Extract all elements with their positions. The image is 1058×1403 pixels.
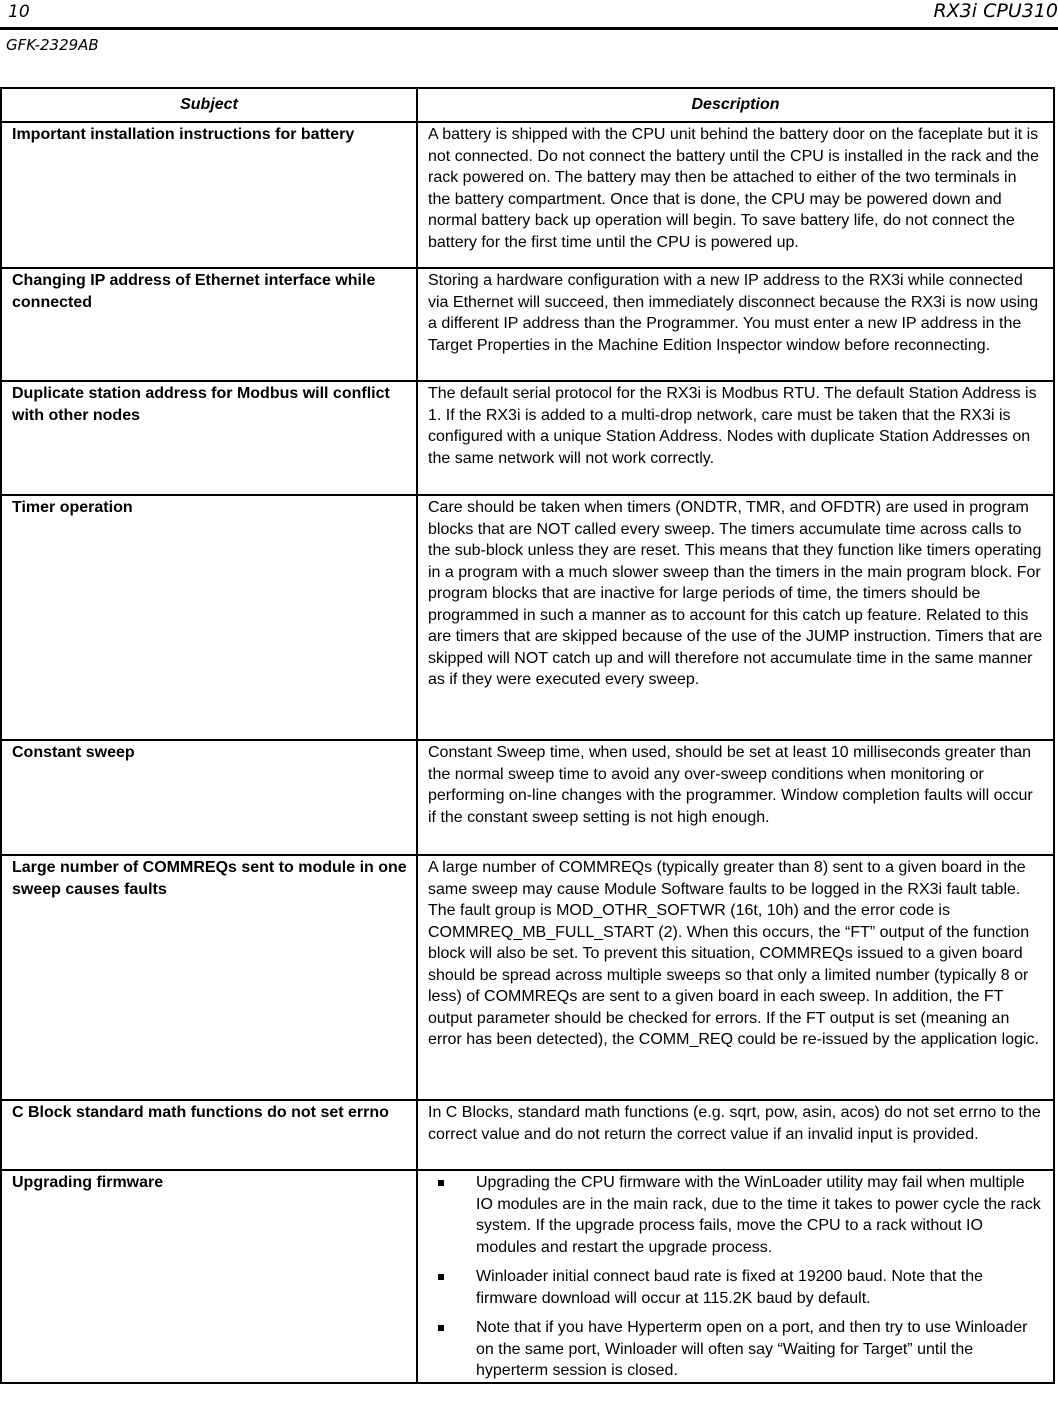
table-row [1, 740, 1054, 855]
list-item-text: Upgrading the CPU firmware with the WinLoader utility may fail when multiple IO modules are in the main rack, due to the time it takes to power cycle the rack system. If the upgrade process fails, move the CPU to a rack without IO modules and restart the upgrade process. [476, 1174, 1041, 1256]
row-description: A large number of COMMREQs (typically greater than 8) sent to a given board in the same sweep may cause Module Software faults to be logged in the RX3i fault table. The fault group is MOD_OTHR_SOFTWR (16t, 10h) and the error code is COMMREQ_MB_FULL_START (2). When this occurs, the “FT” output of the function block will also be set. To prevent this situation, COMMREQs issued to a given board should be spread across multiple sweeps so that only a limited number (typically 8 or less) of COMMREQs are sent to a given board in each sweep. In addition, the FT output parameter should be checked for errors. If the FT output is set (meaning an error has been detected), the COMM_REQ could be re-issued by the application logic. [417, 855, 1054, 1100]
table-header-row [1, 88, 1054, 122]
table-row [1, 381, 1054, 495]
column-header-description: Description [417, 88, 1054, 122]
release-notes-table [0, 87, 1055, 1384]
row-subject: Constant sweep [1, 740, 417, 855]
table-row [1, 855, 1054, 1100]
list-item [428, 1172, 1043, 1258]
square-bullet-icon [438, 1325, 444, 1331]
list-item-text: Winloader initial connect baud rate is fixed at 19200 baud. Note that the firmware download will occur at 115.2K baud by default. [476, 1268, 983, 1307]
row-subject: Timer operation [1, 495, 417, 740]
row-description: Storing a hardware configuration with a new IP address to the RX3i while connected via Ethernet will succeed, then immediately disconnect because the RX3i is now using a different IP address than the Programmer. You must enter a new IP address in the Target Properties in the Machine Edition Inspector window before reconnecting. [417, 268, 1054, 381]
bullet-list [428, 1172, 1043, 1382]
row-subject: Duplicate station address for Modbus will conflict with other nodes [1, 381, 417, 495]
table-row [1, 1170, 1054, 1383]
page-number: 10 [8, 2, 30, 22]
table-row [1, 1100, 1054, 1170]
list-item [428, 1266, 1043, 1309]
table-row [1, 268, 1054, 381]
row-description: A battery is shipped with the CPU unit behind the battery door on the faceplate but it is not connected. Do not connect the battery until the CPU is installed in the rack and the rack powered on. The battery may then be attached to either of the two terminals in the battery compartment. Once that is done, the CPU may be powered down and normal battery back up operation will begin. To save battery life, do not connect the battery for the first time until the CPU is powered up. [417, 122, 1054, 268]
row-description: In C Blocks, standard math functions (e.g. sqrt, pow, asin, acos) do not set errno to the correct value and do not return the correct value if an invalid input is provided. [417, 1100, 1054, 1170]
list-item [428, 1317, 1043, 1382]
row-subject: Changing IP address of Ethernet interface while connected [1, 268, 417, 381]
table-row [1, 122, 1054, 268]
row-subject: Upgrading firmware [1, 1170, 417, 1383]
square-bullet-icon [438, 1274, 444, 1280]
page-header [0, 0, 1058, 30]
square-bullet-icon [438, 1180, 444, 1186]
row-description: The default serial protocol for the RX3i is Modbus RTU. The default Station Address is 1. If the RX3i is added to a multi-drop network, care must be taken that the RX3i is configured with a unique Station Address. Nodes with duplicate Station Addresses on the same network will not work correctly. [417, 381, 1054, 495]
document-number: GFK-2329AB [6, 36, 99, 54]
row-subject: Large number of COMMREQs sent to module in one sweep causes faults [1, 855, 417, 1100]
row-description: Constant Sweep time, when used, should be set at least 10 milliseconds greater than the normal sweep time to avoid any over-sweep conditions when monitoring or performing on-line changes with the programmer. Window completion faults will occur if the constant sweep setting is not high enough. [417, 740, 1054, 855]
row-subject: C Block standard math functions do not set errno [1, 1100, 417, 1170]
row-subject: Important installation instructions for battery [1, 122, 417, 268]
table-row [1, 495, 1054, 740]
list-item-text: Note that if you have Hyperterm open on a port, and then try to use Winloader on the same port, Winloader will often say “Waiting for Target” until the hyperterm session is closed. [476, 1319, 1028, 1379]
column-header-subject: Subject [1, 88, 417, 122]
document-title: RX3i CPU310 [933, 0, 1058, 22]
row-description: Care should be taken when timers (ONDTR, TMR, and OFDTR) are used in program blocks that are NOT called every sweep. The timers accumulate time across calls to the sub-block unless they are reset. This means that they function like timers operating in a program with a much slower sweep than the timers in the main program block. For program blocks that are inactive for large periods of time, the timers should be programmed in such a manner as to account for this catch up feature. Related to this are timers that are skipped because of the use of the JUMP instruction. Timers that are skipped will NOT catch up and will therefore not accumulate time in the same manner as if they were executed every sweep. [417, 495, 1054, 740]
row-description [417, 1170, 1054, 1383]
